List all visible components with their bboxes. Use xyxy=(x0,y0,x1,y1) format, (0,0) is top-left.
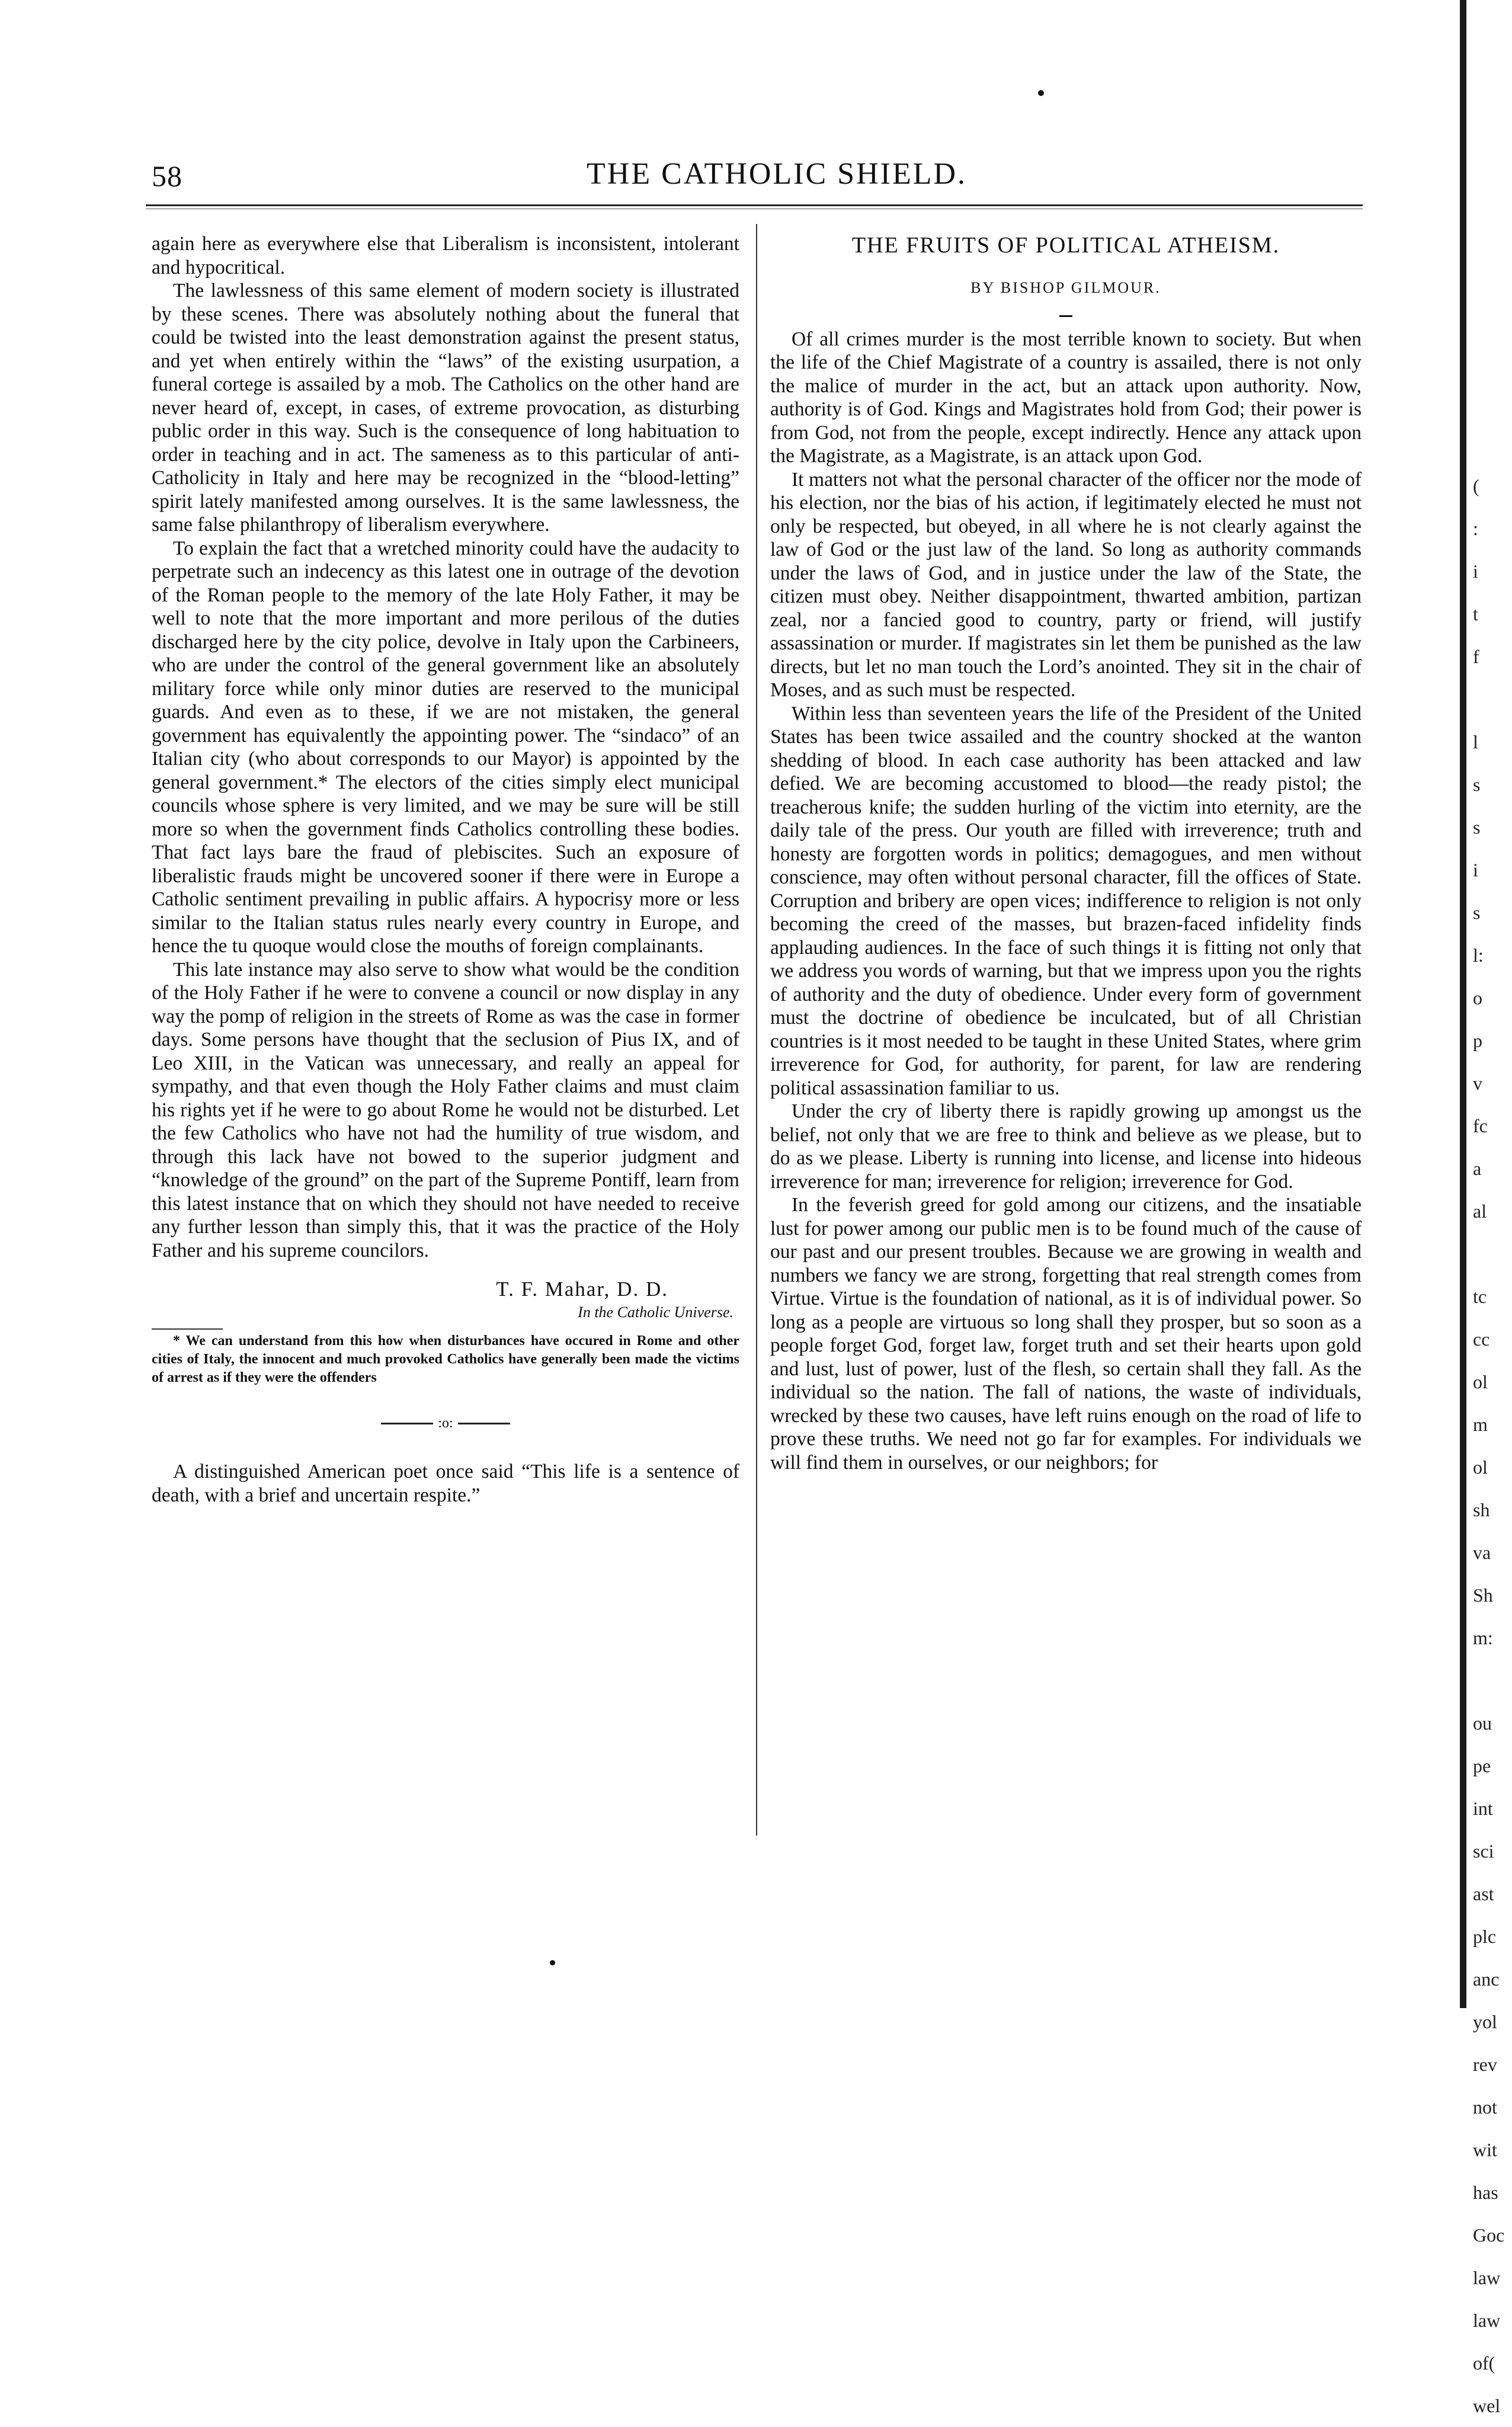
margin-fragment: Sh xyxy=(1473,1584,1493,1606)
margin-fragment: sci xyxy=(1473,1840,1494,1862)
margin-fragment: i xyxy=(1473,859,1478,880)
article-title: THE FRUITS OF POLITICAL ATHEISM. xyxy=(851,233,1280,258)
margin-fragment: of( xyxy=(1473,2352,1495,2374)
margin-fragment: l xyxy=(1473,731,1478,753)
byline: BY BISHOP GILMOUR. xyxy=(970,279,1161,296)
margin-fragment: m: xyxy=(1473,1627,1493,1648)
margin-fragment: s xyxy=(1473,774,1481,795)
margin-fragment: anc xyxy=(1473,1968,1500,1990)
margin-fragment: p xyxy=(1473,1030,1482,1051)
margin-fragment: wel xyxy=(1473,2395,1501,2416)
margin-fragment: va xyxy=(1473,1542,1491,1563)
margin-fragment: sh xyxy=(1473,1499,1490,1520)
paragraph: It matters not what the personal character of the officer nor the mode of his election, nor the bias of his action, if legitimately elected he must not only be respected, but obeyed, in all where he is not clearly against the law of God or the just law of the land. So long as authority commands under the laws of God, and in justice under the law of the State, the citizen must obey. Neither disappointment, thwarted ambition, partizan zeal, nor a fancied good to country, party or friend, will justify assassination or murder. If magistrates sin let them be punished as the law directs, but let no man touch the Lord’s anointed. They sit in the chair of Moses, and as such must be respected. xyxy=(770,468,1362,701)
margin-fragment: v xyxy=(1473,1072,1482,1094)
margin-fragment: int xyxy=(1473,1798,1493,1819)
margin-fragment xyxy=(1473,1659,1512,1702)
margin-fragment: f xyxy=(1473,646,1479,667)
footnote-rule xyxy=(152,1328,223,1330)
margin-fragment: law xyxy=(1473,2310,1501,2331)
paragraph: again here as everywhere else that Liberalism is inconsistent, intolerant and hypocritical. xyxy=(152,233,739,278)
header-rule xyxy=(146,204,1363,206)
margin-fragment: l: xyxy=(1473,944,1484,966)
binding-shadow-bar xyxy=(1460,0,1466,2008)
margin-fragment: law xyxy=(1473,2267,1501,2288)
margin-fragment: i xyxy=(1473,561,1478,582)
margin-fragment: plc xyxy=(1473,1926,1497,1947)
margin-fragment: tc xyxy=(1473,1286,1487,1307)
paragraph: Of all crimes murder is the most terrible known to society. But when the life of the Chief Magistrate of a country is assailed, there is not only the malice of murder in the act, but an attack upon authority. Now, authority is of God. Kings and Magistrates hold from God; their power is from God, not from the people, except indirectly. Hence any attack upon the Magistrate, as a Magistrate, is an attack upon God. xyxy=(770,328,1362,467)
column-divider xyxy=(756,224,757,1836)
separator-bar xyxy=(381,1423,433,1424)
margin-fragment: ol xyxy=(1473,1371,1488,1392)
paragraph: This late instance may also serve to show what would be the condition of the Holy Father if he were to convene a council or now display in any way the pomp of religion in the streets of Rome as was the case in former days. Some persons have thought that the seclusion of Pius IX, and of Leo XIII, in the Vatican was unnecessary, and really an appeal for sympathy, and that even though the Holy Father claims and must claim his rights yet if he were to go about Rome he would not be disturbed. Let the few Catholics who have not had the humility of true wisdom, and through this lack have not bowed to the superior judgment and “knowledge of the ground” on the part of the Supreme Pontiff, learn from this latest instance that on which they should not have needed to receive any further lesson than simply this, that it was the practice of the Holy Father and his supreme councilors. xyxy=(152,958,739,1261)
margin-fragment: Goc xyxy=(1473,2224,1505,2246)
margin-fragment: t xyxy=(1473,603,1478,625)
ink-speck xyxy=(1038,90,1044,96)
margin-fragment: fc xyxy=(1473,1115,1488,1136)
separator-mark: :o: xyxy=(438,1416,453,1432)
page-number: 58 xyxy=(152,159,182,193)
article-separator xyxy=(152,1416,739,1432)
margin-fragment: ol xyxy=(1473,1456,1488,1478)
right-column xyxy=(770,232,1362,1474)
margin-fragment: has xyxy=(1473,2182,1498,2203)
margin-fragment: yol xyxy=(1473,2011,1497,2032)
margin-fragment: m xyxy=(1473,1414,1488,1435)
margin-fragment: ast xyxy=(1473,1883,1494,1904)
closing-paragraph: A distinguished American poet once said “This life is a sentence of death, with a brief and uncertain respite.” xyxy=(152,1461,739,1506)
margin-fragment: pe xyxy=(1473,1755,1491,1776)
author-signature: T. F. Mahar, D. D. xyxy=(496,1277,668,1301)
paragraph: In the feverish greed for gold among our citizens, and the insatiable lust for power among our public men is to be found much of the cause of our past and our present troubles. Because we are growing in wealth and numbers we fancy we are strong, forgetting that real strength comes from Virtue. Virtue is the foundation of national, as it is of individual power. So long as a people are virtuous so long shall they prosper, but so soon as a people forget God, forget law, forget truth and set their hearts upon gold and lust, lust of power, lust of the flesh, so certain shall they fall. As the individual so the nation. The fall of nations, the waste of individuals, wrecked by these two causes, have left ruins enough on the road of life to prove these truths. We need not go far for examples. For individuals we will find them in ourselves, or our neighbors; for xyxy=(770,1194,1362,1474)
margin-fragment: al xyxy=(1473,1200,1487,1222)
margin-fragment xyxy=(1473,1232,1512,1275)
paragraph: Within less than seventeen years the life of the President of the United States has been twice assailed and the country shocked at the wanton shedding of blood. In each case authority has been attacked and law defied. We are becoming accustomed to blood—the ready pistol; the treacherous knife; the sudden hurling of the victim into eternity, are the daily tale of the press. Our youth are filled with irreverence; truth and honesty are forgotten words in politics; demagogues, and men without conscience, may often without personal character, fill the offices of State. Corruption and bribery are open vices; indifference to religion is not only becoming the creed of the masses, but brazen-faced infidelity finds applauding audiences. In the face of such things it is fitting not only that we address you words of warning, but that we impress upon you the rights of authority and the duty of obedience. Under every form of government must the doctrine of obedience be inculcated, but of all Christian countries is it most needed to be taught in these United States, where grim irreverence for God, for authority, for parent, for law are rendering political assassination familiar to us. xyxy=(770,702,1362,1099)
margin-fragment xyxy=(1473,678,1512,721)
margin-fragment: o xyxy=(1473,987,1482,1008)
margin-fragment: a xyxy=(1473,1158,1482,1179)
footnote: * We can understand from this how when disturbances have occured in Rome and other cities of Italy, the innocent and much provoked Catholics have generally been made the victims of arrest as if they were the offenders xyxy=(152,1333,739,1385)
source-credit: In the Catholic Universe. xyxy=(578,1304,733,1321)
margin-fragment: ( xyxy=(1473,475,1479,497)
byline-dash xyxy=(770,307,1362,317)
margin-fragment: s xyxy=(1473,817,1481,838)
paragraph: To explain the fact that a wretched minority could have the audacity to perpetrate such an indecency as this latest one in outrage of the devotion of the Roman people to the memory of the late Holy Father, it may be well to note that the more important and more perilous of the duties discharged here by the city police, devolve in Italy upon the Carbineers, who are under the control of the general government like an absolutely military force while only minor duties are reserved to the municipal guards. And even as to these, if we are not mistaken, the general government has equivalently the appointing power. The “sindaco” of an Italian city (who about corresponds to our Mayor) is appointed by the general government.* The electors of the cities simply elect municipal councils whose sphere is very limited, and we may be sure will be still more so when the government finds Catholics controlling these bodies. That fact lays bare the fraud of plebiscites. Such an exposure of liberalistic frauds might be uncovered sooner if there were in Europe a Catholic sentiment prevailing in public affairs. A hypocrisy more or less similar to the Italian status rules nearly every country in Europe, and hence the tu quoque would close the mouths of foreign complainants. xyxy=(152,537,739,957)
ink-speck xyxy=(550,1960,555,1965)
margin-fragment: s xyxy=(1473,902,1481,923)
left-column xyxy=(152,232,739,1507)
margin-fragment: ou xyxy=(1473,1712,1492,1734)
margin-fragment: rev xyxy=(1473,2054,1497,2075)
running-head: THE CATHOLIC SHIELD. xyxy=(587,157,968,191)
margin-fragment: not xyxy=(1473,2096,1497,2118)
margin-fragment: wit xyxy=(1473,2139,1497,2160)
adjacent-page-fragments xyxy=(1473,465,1512,2427)
paragraph: The lawlessness of this same element of modern society is illustrated by these scenes. There was absolutely nothing about the funeral that could be twisted into the least demonstration against the present status, and yet when entirely within the “laws” of the existing usurpation, a funeral cortege is assailed by a mob. The Catholics on the other hand are never heard of, except, in cases, of extreme provocation, as disturbing public order in this way. Such is the consequence of long habituation to order in teaching and in act. The sameness as to this particular of anti-Catholicity in Italy and here may be recognized in the “blood-letting” spirit lately manifested among ourselves. It is the same lawlessness, the same false philanthropy of liberalism everywhere. xyxy=(152,280,739,536)
paragraph: Under the cry of liberty there is rapidly growing up amongst us the belief, not only that we are free to think and believe as we please, but to do as we please. Liberty is running into license, and license into hideous irreverence for man; irreverence for religion; irreverence for God. xyxy=(770,1100,1362,1193)
margin-fragment: cc xyxy=(1473,1328,1490,1350)
margin-fragment: : xyxy=(1473,518,1478,539)
separator-bar xyxy=(458,1423,510,1424)
